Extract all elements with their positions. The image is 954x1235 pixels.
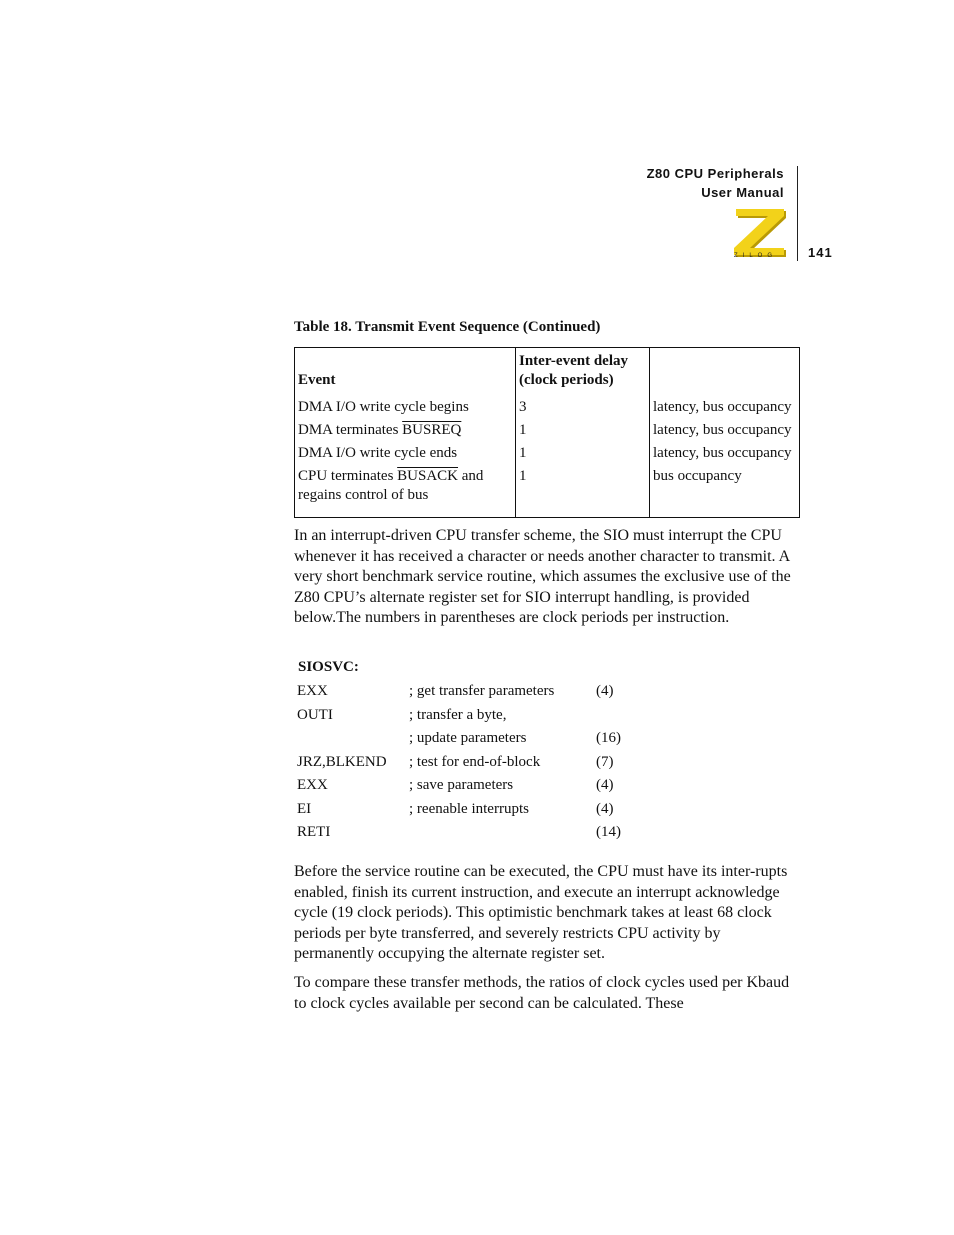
header-delay-line1: Inter-event delay <box>519 353 628 369</box>
header-event: Event <box>295 348 516 398</box>
header-delay <box>516 348 650 398</box>
note-cell: latency, bus occupancy <box>650 397 800 420</box>
code-listing <box>297 683 621 848</box>
clock-cycles <box>596 707 621 731</box>
comment <box>409 824 596 848</box>
manual-title: Z80 CPU Peripherals <box>646 166 784 181</box>
document-header <box>647 164 784 202</box>
header-divider <box>797 166 798 261</box>
table-caption: Table 18. Transmit Event Sequence (Continued) <box>294 319 601 335</box>
event-cell <box>295 397 516 420</box>
instruction: EI <box>297 800 312 817</box>
clock-cycles: (4) <box>596 800 614 817</box>
delay-cell: 1 <box>516 466 650 518</box>
event-cell <box>295 466 516 518</box>
event-text: CPU terminates <box>298 468 398 484</box>
code-line <box>297 683 621 707</box>
note-cell: latency, bus occupancy <box>650 443 800 466</box>
active-low-signal: BUSREQ <box>402 422 462 438</box>
event-cell <box>295 420 516 443</box>
table-row <box>295 443 800 466</box>
note-cell: latency, bus occupancy <box>650 420 800 443</box>
clock-cycles: (16) <box>596 730 621 746</box>
table-row <box>295 397 800 420</box>
page-number: 141 <box>808 245 833 260</box>
manual-subtitle: User Manual <box>701 185 784 200</box>
instruction: EXX <box>297 683 328 699</box>
header-delay-line2: (clock periods) <box>519 372 614 388</box>
table-row <box>295 466 800 518</box>
transmit-event-table <box>294 347 800 518</box>
code-label: SIOSVC: <box>298 659 359 675</box>
comment: ; get transfer parameters <box>409 683 555 699</box>
instruction: EXX <box>297 777 328 793</box>
clock-cycles: (4) <box>596 777 614 793</box>
paragraph-compare: To compare these transfer methods, the ratios of clock cycles used per Kbaud to clock cycles available per second can be calculated. These <box>294 974 790 1012</box>
event-cell <box>295 443 516 466</box>
event-text: DMA terminates <box>298 422 403 438</box>
event-text: DMA I/O write cycle begins <box>298 399 469 415</box>
table-row <box>295 420 800 443</box>
comment: ; update parameters <box>409 730 527 746</box>
event-text-continued: and regains control of bus <box>298 468 484 503</box>
delay-cell: 1 <box>516 443 650 466</box>
comment: ; reenable interrupts <box>409 800 529 817</box>
comment: ; save parameters <box>409 777 514 793</box>
code-line <box>297 824 621 848</box>
logo-wordmark: ZILOG <box>734 253 778 259</box>
code-line <box>297 730 621 754</box>
instruction: OUTI <box>297 706 333 723</box>
active-low-signal: BUSACK <box>397 468 459 484</box>
note-cell: bus occupancy <box>650 466 800 518</box>
header-notes <box>650 348 800 398</box>
clock-cycles: (7) <box>596 753 614 770</box>
instruction: JRZ,BLKEND <box>297 753 387 770</box>
paragraph-benchmark: Before the service routine can be executed, the CPU must have its inter-rupts enabled, finish its current instruction, and execute an interrupt acknowledge cycle (19 clock periods). This optimistic benchmark takes at least 68 clock periods per byte transferred, and severely restricts CPU activity by permanently occupying the alternate register set. <box>294 863 788 962</box>
code-line <box>297 707 621 731</box>
paragraph-interrupt-scheme: In an interrupt-driven CPU transfer scheme, the SIO must interrupt the CPU whenever it has received a character or needs another character to transmit. A very short benchmark service routine, which assumes the exclusive use of the Z80 CPU’s alternate register set for SIO interrupt handling, is provided below.The numbers in parentheses are clock periods per instruction. <box>294 527 791 626</box>
code-line <box>297 754 621 778</box>
code-line <box>297 801 621 825</box>
instruction <box>297 730 409 754</box>
comment: ; test for end-of-block <box>409 753 541 770</box>
clock-cycles: (14) <box>596 824 621 840</box>
event-text: DMA I/O write cycle ends <box>298 445 458 461</box>
delay-cell: 3 <box>516 397 650 420</box>
instruction: RETI <box>297 824 331 840</box>
delay-cell: 1 <box>516 420 650 443</box>
clock-cycles: (4) <box>596 683 614 699</box>
code-line <box>297 777 621 801</box>
comment: ; transfer a byte, <box>409 706 507 723</box>
table-header-row <box>295 348 800 398</box>
